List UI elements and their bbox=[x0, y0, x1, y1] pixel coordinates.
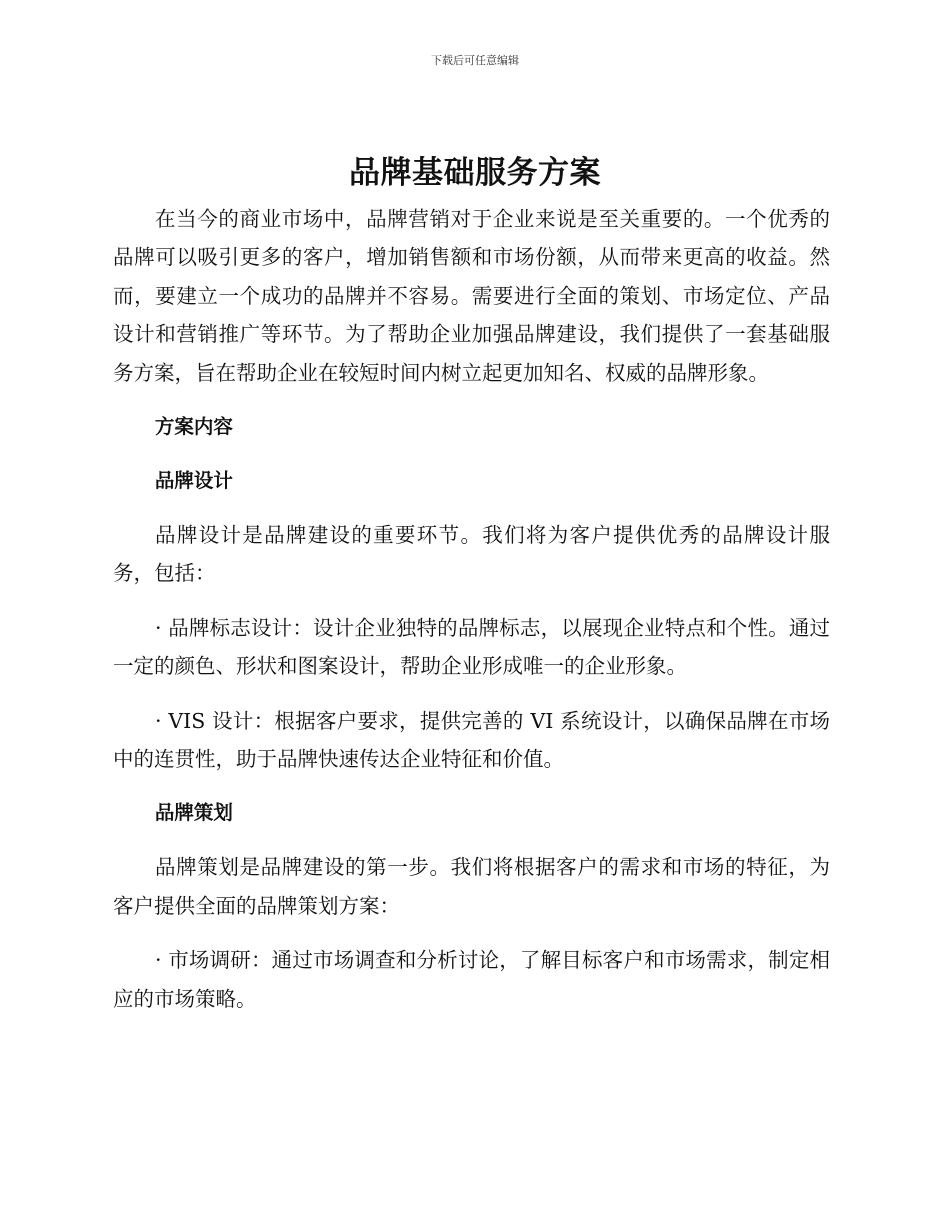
document-title: 品牌基础服务方案 bbox=[349, 155, 601, 191]
intro-paragraph: 在当今的商业市场中，品牌营销对于企业来说是至关重要的。一个优秀的品牌可以吸引更多的客户，增加销售额和市场份额，从而带来更高的收益。然而，要建立一个成功的品牌并不容易。需要进行全面的策划、市场定位、产品设计和营销推广等环节。为了帮助企业加强品牌建设，我们提供了一套基础服务方案，旨在帮助企业在较短时间内树立起更加知名、权威的品牌形象。 bbox=[113, 207, 830, 385]
bullet-logo-design: · 品牌标志设计：设计企业独特的品牌标志，以展现企业特点和个性。通过一定的颜色、形状和图案设计，帮助企业形成唯一的企业形象。 bbox=[113, 615, 830, 679]
document-body bbox=[113, 200, 830, 1018]
bullet-vis-design: · VIS 设计：根据客户要求，提供完善的 VI 系统设计，以确保品牌在市场中的连贯性，助于品牌快速传达企业特征和价值。 bbox=[113, 708, 830, 772]
brand-planning-intro: 品牌策划是品牌建设的第一步。我们将根据客户的需求和市场的特征，为客户提供全面的品牌策划方案： bbox=[113, 855, 830, 918]
section-heading-brand-planning: 品牌策划 bbox=[154, 801, 233, 825]
section-heading-plan-content: 方案内容 bbox=[154, 415, 233, 439]
section-heading-brand-design: 品牌设计 bbox=[154, 469, 233, 493]
page-header: 下载后可任意编辑 bbox=[431, 54, 519, 67]
bullet-market-research: · 市场调研：通过市场调查和分析讨论，了解目标客户和市场需求，制定相应的市场策略。 bbox=[113, 948, 830, 1011]
brand-design-intro: 品牌设计是品牌建设的重要环节。我们将为客户提供优秀的品牌设计服务，包括： bbox=[113, 523, 830, 586]
